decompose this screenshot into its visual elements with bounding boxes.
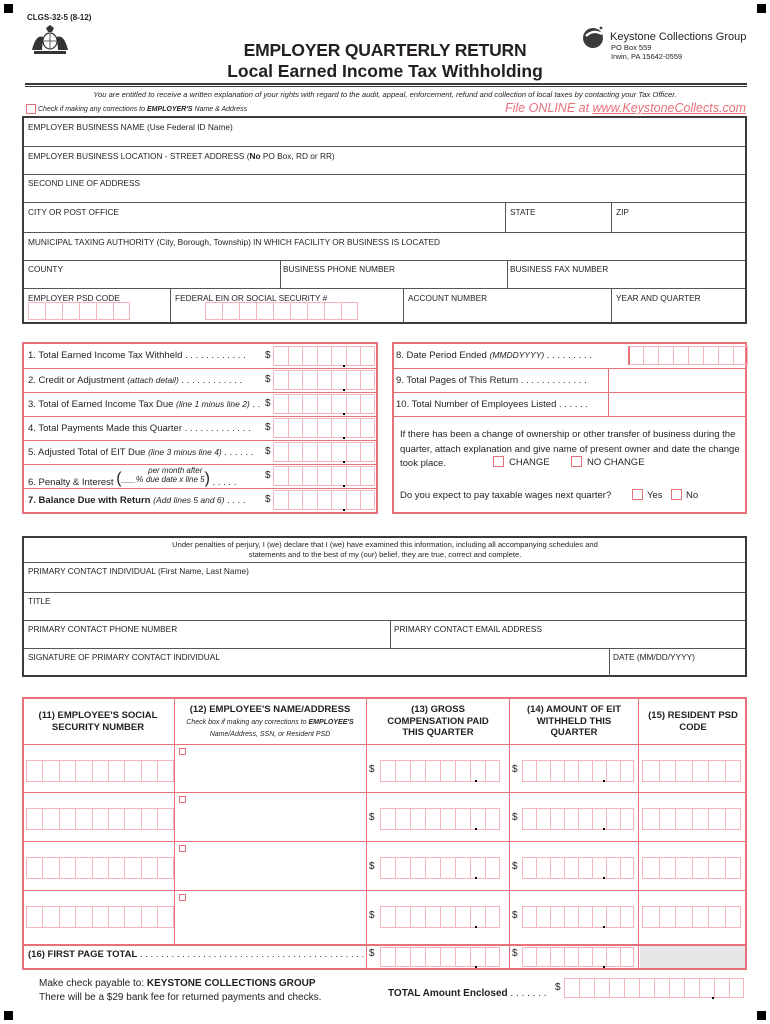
col-gross-header: (13) GROSS COMPENSATION PAID THIS QUARTER	[387, 704, 489, 738]
no-change-label: NO CHANGE	[587, 457, 645, 468]
next-quarter-question: Do you expect to pay taxable wages next quarter?	[400, 490, 612, 501]
col-name-subheader: Check box if making any corrections to EMPLOYEE'S Name/Address, SSN, or Resident PSD	[186, 719, 354, 738]
payable-text: Make check payable to: KEYSTONE COLLECTIONS GROUP	[39, 978, 316, 989]
registration-mark	[4, 1011, 13, 1020]
decimal-point	[343, 389, 345, 391]
line-1-dollar: $	[265, 350, 271, 361]
line-1-label: 1. Total Earned Income Tax Withheld . . . . . . . . . . . .	[28, 350, 246, 361]
employee-eit-dollar: $	[512, 812, 518, 823]
line-6-label: 6. Penalty & Interest (___% per month after due date x line 5) . . . . .	[28, 466, 237, 488]
business-name-input[interactable]	[24, 132, 744, 145]
total-employees-input[interactable]	[610, 394, 744, 415]
employee-corrections-checkbox[interactable]	[179, 894, 186, 901]
date-period-boxes[interactable]	[628, 346, 748, 365]
line-5-label: 5. Adjusted Total of EIT Due (line 3 minus line 4) . . . . . .	[28, 447, 254, 458]
line-3-label: 3. Total of Earned Income Tax Due (line 1 minus line 2) . .	[28, 399, 261, 410]
signature-date-input[interactable]	[611, 662, 744, 675]
employee-name-input[interactable]	[190, 847, 362, 887]
declaration-text: Under penalties of perjury, I (we) declare that I (we) have examined this information, including all accompanying schedules and statements and to the best of my (our) belief, they are true, correct and complete.	[172, 540, 598, 559]
bank-fee-text: There will be a $29 bank fee for returned payments and checks.	[39, 992, 322, 1003]
employer-corrections-checkbox[interactable]	[26, 104, 36, 114]
header-rule	[25, 86, 747, 87]
line-2-label: 2. Credit or Adjustment (attach detail) . . . . . . . . . . . .	[28, 375, 243, 386]
employee-gross-dollar: $	[369, 764, 375, 775]
contact-phone-input[interactable]	[24, 634, 389, 647]
line-7-dollar: $	[265, 494, 271, 505]
employee-eit-dollar: $	[512, 861, 518, 872]
ein-label: FEDERAL EIN OR SOCIAL SECURITY #	[175, 293, 328, 303]
employee-gross-boxes[interactable]	[380, 760, 500, 782]
decimal-point	[343, 365, 345, 367]
county-input[interactable]	[24, 274, 279, 287]
registration-mark	[4, 4, 13, 13]
psd-code-label: EMPLOYER PSD CODE	[28, 293, 120, 303]
decimal-point	[343, 485, 345, 487]
line-6-dollar: $	[265, 470, 271, 481]
total-gross-dollar: $	[369, 948, 375, 959]
business-location-label: EMPLOYER BUSINESS LOCATION - STREET ADDRESS (No PO Box, RD or RR)	[28, 151, 335, 161]
col-ssn-header: (11) EMPLOYEE'S SOCIAL SECURITY NUMBER	[38, 710, 158, 733]
no-change-checkbox[interactable]	[571, 456, 582, 467]
contact-email-label: PRIMARY CONTACT EMAIL ADDRESS	[394, 624, 542, 634]
no-checkbox[interactable]	[671, 489, 682, 500]
phone-label: BUSINESS PHONE NUMBER	[283, 264, 396, 274]
total-eit-dollar: $	[512, 948, 518, 959]
employee-psd-boxes[interactable]	[642, 760, 741, 782]
primary-contact-input[interactable]	[24, 577, 744, 591]
table-row-divider	[23, 792, 745, 793]
form-subtitle: Local Earned Income Tax Withholding	[227, 61, 543, 81]
company-name: Keystone Collections Group	[610, 31, 747, 43]
employee-corrections-checkbox[interactable]	[179, 796, 186, 803]
employee-psd-boxes[interactable]	[642, 808, 741, 830]
decimal-point	[603, 828, 605, 830]
decimal-point	[343, 413, 345, 415]
employee-name-input[interactable]	[190, 798, 362, 838]
employee-gross-boxes[interactable]	[380, 808, 500, 830]
zip-input[interactable]	[613, 217, 744, 231]
employee-eit-boxes[interactable]	[522, 760, 634, 782]
table-row-divider	[23, 890, 745, 891]
primary-contact-label: PRIMARY CONTACT INDIVIDUAL (First Name, Last Name)	[28, 566, 249, 576]
signature-input[interactable]	[24, 662, 608, 675]
municipal-label: MUNICIPAL TAXING AUTHORITY (City, Borough, Township) IN WHICH FACILITY OR BUSINESS IS LOCATED	[28, 237, 441, 247]
state-input[interactable]	[507, 217, 610, 231]
col-name-header: (12) EMPLOYEE'S NAME/ADDRESS	[189, 704, 351, 715]
employee-gross-boxes[interactable]	[380, 906, 500, 928]
employee-gross-dollar: $	[369, 861, 375, 872]
employee-eit-boxes[interactable]	[522, 906, 634, 928]
employee-psd-boxes[interactable]	[642, 906, 741, 928]
psd-code-boxes[interactable]	[28, 302, 130, 320]
line-3-amount-boxes[interactable]	[273, 394, 375, 414]
account-number-input[interactable]	[405, 303, 610, 322]
fax-label: BUSINESS FAX NUMBER	[510, 264, 609, 274]
employee-name-input[interactable]	[190, 750, 362, 790]
header-rule	[25, 83, 747, 85]
employee-gross-dollar: $	[369, 910, 375, 921]
line-7-amount-boxes[interactable]	[273, 490, 375, 510]
decimal-point	[475, 877, 477, 879]
line-1-amount-boxes[interactable]	[273, 346, 375, 366]
table-row-divider	[23, 841, 745, 842]
contact-title-input[interactable]	[24, 606, 744, 619]
decimal-point	[475, 780, 477, 782]
decimal-point	[343, 461, 345, 463]
decimal-point	[603, 926, 605, 928]
phone-input[interactable]	[282, 274, 506, 287]
signature-label: SIGNATURE OF PRIMARY CONTACT INDIVIDUAL	[28, 652, 220, 662]
company-address2: Irwin, PA 15642-0559	[611, 52, 683, 61]
decimal-point	[343, 437, 345, 439]
total-enclosed-label: TOTAL Amount Enclosed . . . . . . .	[388, 988, 547, 999]
employee-ssn-boxes[interactable]	[26, 760, 174, 782]
employee-eit-dollar: $	[512, 764, 518, 775]
total-enclosed-dollar: $	[555, 982, 561, 993]
zip-label: ZIP	[616, 207, 629, 217]
total-shaded-cell	[640, 946, 745, 968]
decimal-point	[603, 780, 605, 782]
ownership-text: If there has been a change of ownership or other transfer of business during the quarter, attach explanation and give name of present owner and date the change took place.	[400, 429, 740, 469]
decimal-point	[475, 828, 477, 830]
employee-gross-boxes[interactable]	[380, 857, 500, 879]
second-line-label: SECOND LINE OF ADDRESS	[28, 178, 141, 188]
registration-mark	[757, 1011, 766, 1020]
line-4-label: 4. Total Payments Made this Quarter . . . . . . . . . . . . .	[28, 423, 251, 434]
employee-eit-boxes[interactable]	[522, 808, 634, 830]
signature-date-label: DATE (MM/DD/YYYY)	[613, 652, 695, 662]
change-checkbox[interactable]	[493, 456, 504, 467]
county-label: COUNTY	[28, 264, 64, 274]
employee-ssn-boxes[interactable]	[26, 906, 174, 928]
file-online-link[interactable]: www.KeystoneCollects.com	[592, 101, 747, 115]
business-location-input[interactable]	[24, 161, 744, 173]
line-8-label: 8. Date Period Ended (MMDDYYYY) . . . . . . . . .	[396, 350, 592, 361]
employee-eit-dollar: $	[512, 910, 518, 921]
company-address1: PO Box 559	[611, 43, 652, 52]
line-5-dollar: $	[265, 446, 271, 457]
col-psd-header: (15) RESIDENT PSD CODE	[648, 710, 738, 733]
yes-label: Yes	[647, 490, 663, 501]
form-code: CLGS-32-5 (8-12)	[27, 13, 92, 22]
no-label: No	[686, 490, 699, 501]
account-label: ACCOUNT NUMBER	[408, 293, 488, 303]
city-input[interactable]	[24, 217, 504, 231]
employer-corrections-label: Check if making any corrections to EMPLOYER'S Name & Address	[38, 106, 248, 113]
line-2-amount-boxes[interactable]	[273, 370, 375, 390]
line-3-dollar: $	[265, 398, 271, 409]
employee-eit-boxes[interactable]	[522, 857, 634, 879]
keystone-logo-icon	[580, 25, 606, 49]
rights-notice: You are entitled to receive a written explanation of your rights with regard to the audit, appeal, enforcement, refund and collection of local taxes by contacting your Tax Officer.	[93, 90, 677, 99]
col-eit-header: (14) AMOUNT OF EIT WITHHELD THIS QUARTER	[526, 704, 622, 738]
employee-name-input[interactable]	[190, 896, 362, 936]
employee-ssn-boxes[interactable]	[26, 857, 174, 879]
year-quarter-input[interactable]	[613, 303, 744, 322]
decimal-point	[603, 877, 605, 879]
municipal-input[interactable]	[24, 247, 744, 259]
first-page-total-label: (16) FIRST PAGE TOTAL . . . . . . . . . . . . . . . . . . . . . . . . . . . . . . . . . . . . . . . . . . .	[28, 949, 365, 960]
ein-boxes[interactable]	[205, 302, 358, 320]
employee-corrections-checkbox[interactable]	[179, 845, 186, 852]
city-label: CITY OR POST OFFICE	[28, 207, 119, 217]
total-eit-boxes[interactable]	[522, 947, 634, 967]
line-4-dollar: $	[265, 422, 271, 433]
file-online: File ONLINE at www.KeystoneCollects.com	[505, 101, 747, 115]
contact-email-input[interactable]	[392, 634, 744, 647]
yes-checkbox[interactable]	[632, 489, 643, 500]
line-4-amount-boxes[interactable]	[273, 418, 375, 438]
contact-phone-label: PRIMARY CONTACT PHONE NUMBER	[28, 624, 178, 634]
total-gross-boxes[interactable]	[380, 947, 500, 967]
employee-gross-dollar: $	[369, 812, 375, 823]
employee-psd-boxes[interactable]	[642, 857, 741, 879]
registration-mark	[757, 4, 766, 13]
line-7-label: 7. Balance Due with Return (Add lines 5 and 6) . . . .	[28, 495, 246, 506]
line-5-amount-boxes[interactable]	[273, 442, 375, 462]
line-6-amount-boxes[interactable]	[273, 466, 375, 486]
business-name-label: EMPLOYER BUSINESS NAME (Use Federal ID Name)	[28, 122, 233, 132]
line-10-label: 10. Total Number of Employees Listed . . . . . .	[396, 399, 589, 410]
decimal-point	[475, 926, 477, 928]
employee-corrections-checkbox[interactable]	[179, 748, 186, 755]
contact-title-label: TITLE	[28, 596, 51, 606]
line-9-label: 9. Total Pages of This Return . . . . . . . . . . . . .	[396, 375, 587, 386]
total-pages-input[interactable]	[610, 370, 744, 391]
second-line-input[interactable]	[24, 189, 744, 201]
form-title: EMPLOYER QUARTERLY RETURN	[243, 40, 527, 60]
state-label: STATE	[510, 207, 536, 217]
decimal-point	[343, 509, 345, 511]
year-quarter-label: YEAR AND QUARTER	[616, 293, 701, 303]
employee-ssn-boxes[interactable]	[26, 808, 174, 830]
total-enclosed-boxes[interactable]	[564, 978, 744, 998]
line-2-dollar: $	[265, 374, 271, 385]
change-label: CHANGE	[509, 457, 550, 468]
fax-input[interactable]	[509, 274, 744, 287]
